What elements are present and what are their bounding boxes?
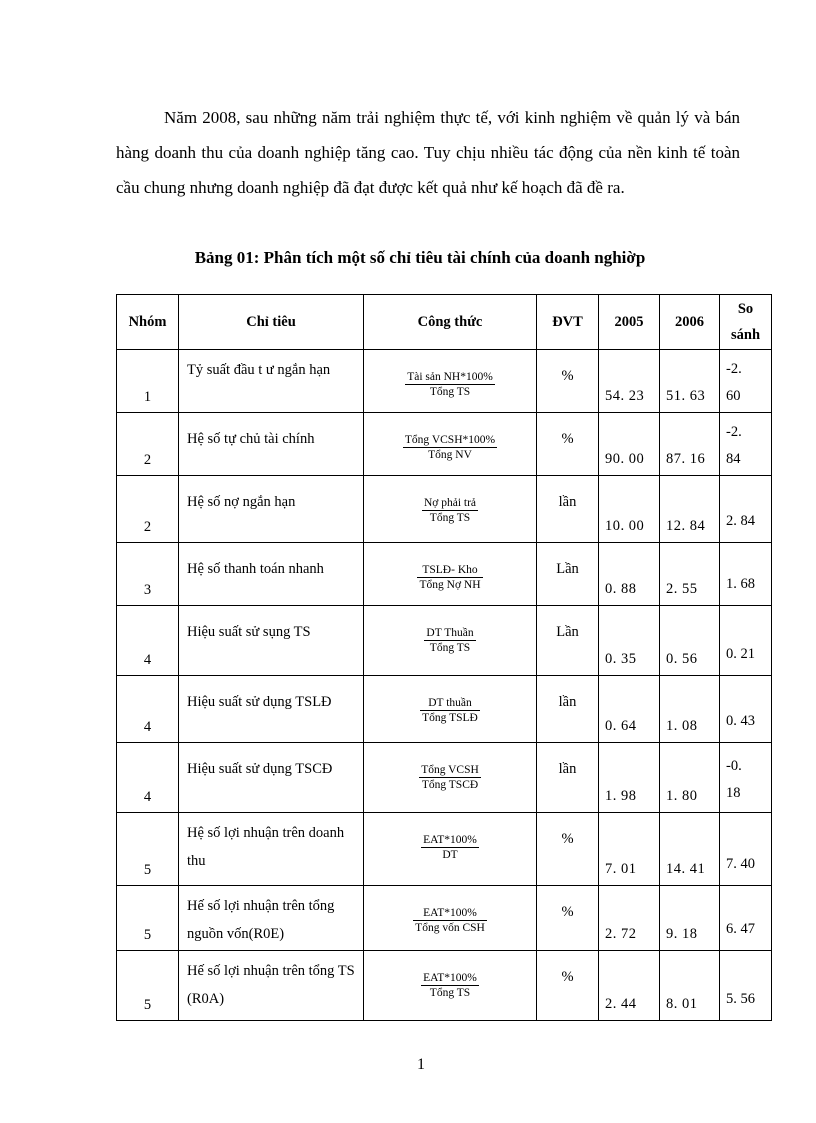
row-value-2005: 0. 88	[599, 543, 660, 606]
row-value-2006: 0. 56	[660, 606, 720, 676]
row-group: 3	[117, 543, 179, 606]
row-unit: Lần	[537, 543, 599, 606]
formula-denominator: Tổng TS	[429, 512, 471, 524]
row-group: 2	[117, 413, 179, 476]
table-row	[117, 413, 772, 476]
row-value-2005: 10. 00	[599, 476, 660, 543]
row-group: 5	[117, 813, 179, 886]
row-formula	[364, 886, 537, 951]
row-value-2005: 54. 23	[599, 350, 660, 413]
row-compare: 6. 47	[720, 886, 772, 951]
row-value-2006: 87. 16	[660, 413, 720, 476]
formula-denominator: Tổng TSCĐ	[421, 779, 479, 791]
formula-denominator: Tổng TSLĐ	[422, 712, 478, 724]
row-compare-line2: 18	[726, 785, 741, 801]
row-compare: 2. 84	[720, 476, 772, 543]
row-value-2006: 51. 63	[660, 350, 720, 413]
row-group: 2	[117, 476, 179, 543]
row-formula	[364, 951, 537, 1021]
row-compare-line2: 84	[726, 451, 741, 467]
page-number	[0, 1056, 816, 1074]
row-indicator: Hệ số tự chủ tài chính	[179, 413, 364, 476]
row-compare: 7. 40	[720, 813, 772, 886]
row-value-2006: 8. 01	[660, 951, 720, 1021]
row-group: 1	[117, 350, 179, 413]
row-compare: 0. 21	[720, 606, 772, 676]
formula-denominator: Tổng TS	[429, 642, 471, 654]
header-compare-line2: sánh	[730, 327, 761, 343]
row-indicator: Hiệu suất sử sụng TS	[179, 606, 364, 676]
row-unit: lần	[537, 476, 599, 543]
formula-denominator: Tổng TS	[429, 386, 471, 398]
row-compare: 1. 68	[720, 543, 772, 606]
formula-numerator: DT Thuần	[426, 627, 474, 639]
header-indicator: Chỉ tiêu	[179, 295, 364, 350]
table-row	[117, 350, 772, 413]
table-row	[117, 606, 772, 676]
row-formula	[364, 543, 537, 606]
row-unit: lần	[537, 743, 599, 813]
row-formula	[364, 813, 537, 886]
row-group: 5	[117, 951, 179, 1021]
table-caption-text: Bảng 01: Phân tích một số chỉ tiêu tài chính của doanh nghiờp	[194, 248, 646, 267]
row-compare: 0. 43	[720, 676, 772, 743]
row-indicator: Hế số lợi nhuận trên tổng nguồn vốn(R0E)	[179, 886, 364, 951]
row-compare-line1: -0.	[726, 758, 742, 774]
table-row	[117, 813, 772, 886]
header-formula: Công thức	[364, 295, 537, 350]
row-unit: %	[537, 951, 599, 1021]
row-value-2006: 1. 08	[660, 676, 720, 743]
row-value-2005: 7. 01	[599, 813, 660, 886]
formula-denominator: Tổng NV	[428, 449, 472, 461]
row-value-2006: 14. 41	[660, 813, 720, 886]
formula-denominator: Tổng TS	[429, 987, 471, 999]
formula-numerator: TSLĐ- Kho	[417, 563, 482, 578]
row-unit: Lần	[537, 606, 599, 676]
row-unit: %	[537, 350, 599, 413]
formula-numerator: Tổng VCSH*100%	[404, 434, 496, 446]
row-compare-line1: -2.	[726, 424, 742, 440]
formula-numerator: DT thuần	[420, 696, 480, 711]
page-number-text: 1	[417, 1056, 425, 1073]
row-compare-line1: -2.	[726, 361, 742, 377]
row-compare	[720, 743, 772, 813]
header-compare	[720, 295, 772, 350]
row-formula	[364, 743, 537, 813]
row-unit: lần	[537, 676, 599, 743]
formula-numerator: Nợ phải trả	[423, 497, 477, 509]
table-header-row	[117, 295, 772, 350]
table-row	[117, 543, 772, 606]
row-value-2005: 0. 64	[599, 676, 660, 743]
row-compare	[720, 350, 772, 413]
row-compare: 5. 56	[720, 951, 772, 1021]
row-compare	[720, 413, 772, 476]
intro-paragraph	[116, 100, 740, 205]
row-unit: %	[537, 813, 599, 886]
row-value-2005: 2. 72	[599, 886, 660, 951]
table-row	[117, 743, 772, 813]
row-indicator: Hế số lợi nhuận trên tổng TS (R0A)	[179, 951, 364, 1021]
row-unit: %	[537, 886, 599, 951]
row-group: 5	[117, 886, 179, 951]
header-2005: 2005	[599, 295, 660, 350]
row-value-2006: 9. 18	[660, 886, 720, 951]
row-compare-line2: 60	[726, 388, 741, 404]
row-value-2005: 0. 35	[599, 606, 660, 676]
header-unit: ĐVT	[537, 295, 599, 350]
row-indicator: Hệ số lợi nhuận trên doanh thu	[179, 813, 364, 886]
row-indicator: Hệ số nợ ngắn hạn	[179, 476, 364, 543]
formula-denominator: Tổng vốn CSH	[415, 922, 485, 934]
table-row	[117, 676, 772, 743]
formula-denominator: DT	[442, 849, 458, 861]
row-group: 4	[117, 743, 179, 813]
row-indicator: Hiệu suất sử dụng TSLĐ	[179, 676, 364, 743]
row-indicator: Hiệu suất sử dụng TSCĐ	[179, 743, 364, 813]
row-formula	[364, 413, 537, 476]
formula-numerator: EAT*100%	[423, 834, 477, 846]
row-group: 4	[117, 606, 179, 676]
formula-numerator: EAT*100%	[413, 906, 487, 921]
formula-numerator: EAT*100%	[423, 972, 477, 984]
intro-paragraph-text: Năm 2008, sau những năm trải nghiệm thực tế, với kinh nghiệm về quản lý và bán hàng doanh thu của doanh nghiệp tăng cao. Tuy chịu nhiều tác động của nền kinh tế toàn cầu chung nhưng doanh nghiệp đã đạt được kết quả như kế hoạch đã đề ra.	[116, 108, 740, 197]
header-compare-line1: So	[737, 301, 754, 317]
row-group: 4	[117, 676, 179, 743]
row-value-2006: 2. 55	[660, 543, 720, 606]
row-formula	[364, 350, 537, 413]
formula-numerator: Tổng VCSH	[421, 764, 479, 776]
row-value-2005: 90. 00	[599, 413, 660, 476]
row-unit: %	[537, 413, 599, 476]
row-value-2005: 1. 98	[599, 743, 660, 813]
table-row	[117, 951, 772, 1021]
row-value-2006: 1. 80	[660, 743, 720, 813]
financial-indicators-table	[116, 294, 772, 1021]
table-row	[117, 476, 772, 543]
row-formula	[364, 476, 537, 543]
row-value-2005: 2. 44	[599, 951, 660, 1021]
table-row	[117, 886, 772, 951]
header-2006: 2006	[660, 295, 720, 350]
row-value-2006: 12. 84	[660, 476, 720, 543]
row-indicator: Hệ số thanh toán nhanh	[179, 543, 364, 606]
formula-denominator: Tổng Nợ NH	[419, 579, 481, 591]
row-formula	[364, 676, 537, 743]
row-indicator: Tỷ suất đầu t ư ngắn hạn	[179, 350, 364, 413]
header-group: Nhóm	[117, 295, 179, 350]
formula-numerator: Tài sản NH*100%	[407, 371, 493, 383]
table-caption	[0, 248, 816, 268]
row-formula	[364, 606, 537, 676]
